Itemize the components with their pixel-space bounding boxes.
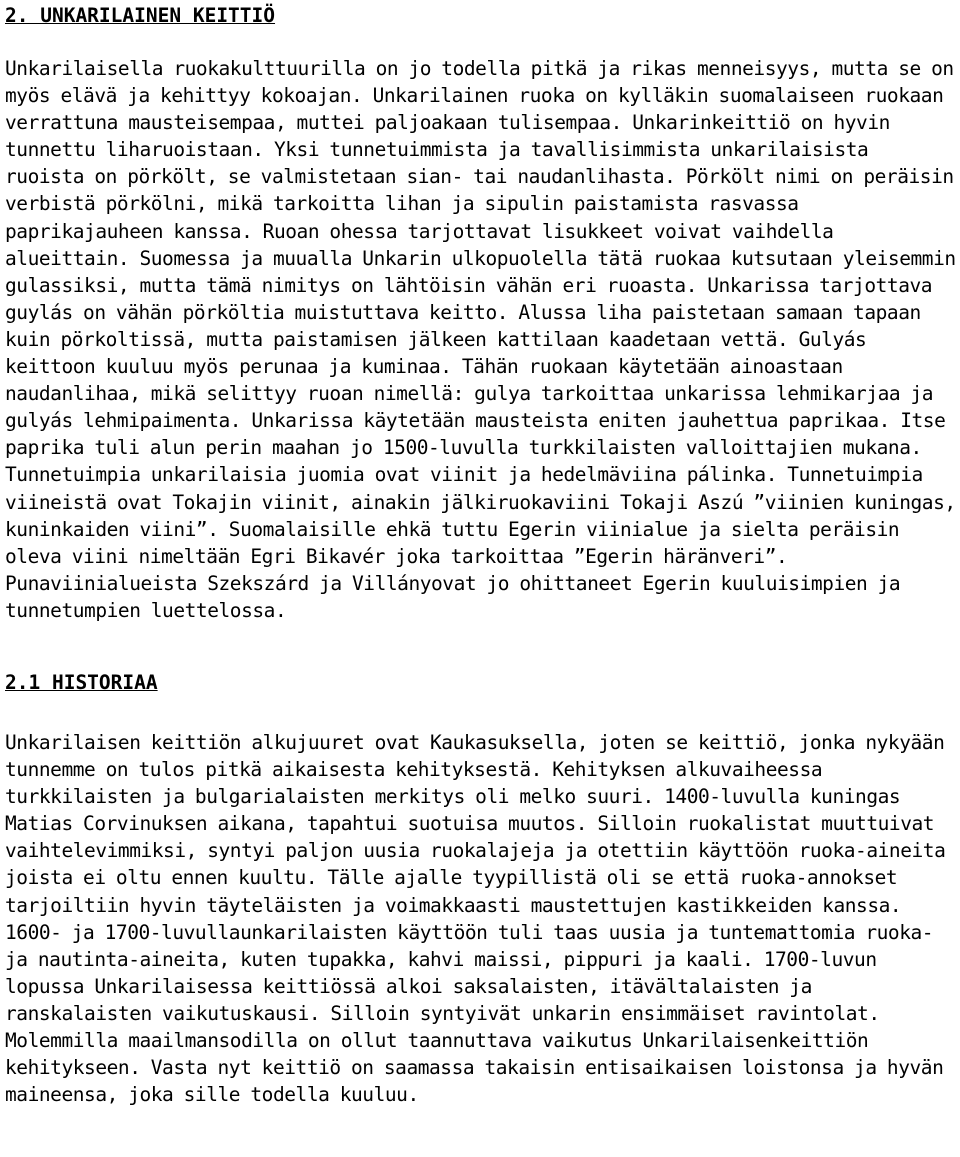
section-heading-historiaa: 2.1 HISTORIAA [5,670,158,694]
intro-paragraph: Unkarilaisella ruokakulttuurilla on jo todella pitkä ja rikas menneisyys, mutta se on myös elävä ja kehittyy kokoajan. Unkarilainen ruoka on kylläkin suomalaiseen ruokaan verrattuna mausteisempaa, muttei paljoakaan tulisempaa. Unkarinkeittiö on hyvin tunnettu liharuoistaan. Yksi tunnetuimmista ja tavallisimmista unkarilaisista ruoista on pörkölt, se valmistetaan sian- tai naudanlihasta. Pörkölt nimi on peräisin verbistä pörkölni, mikä tarkoitta lihan ja sipulin paistamista rasvassa paprikajauheen kanssa. Ruoan ohessa tarjottavat lisukkeet voivat vaihdella alueittain. Suomessa ja muualla Unkarin ulkopuolella tätä ruokaa kutsutaan yleisemmin gulassiksi, mutta tämä nimitys on lähtöisin vähän eri ruoasta. Unkarissa tarjottava guylás on vähän pörköltia muistuttava keitto. Alussa liha paistetaan samaan tapaan kuin pörkoltissä, mutta paistamisen jälkeen kattilaan kaadetaan vettä. Gulyás keittoon kuuluu myös perunaa ja kuminaa. Tähän ruokaan käytetään ainoastaan naudanlihaa, mikä selittyy ruoan nimellä: gulya tarkoittaa unkarissa lehmikarjaa ja gulyás lehmipaimenta. Unkarissa käytetään mausteista eniten jauhettua paprikaa. Itse paprika tuli alun perin maahan jo 1500-luvulla turkkilaisten valloittajien mukana. Tunnetuimpia unkarilaisia juomia ovat viinit ja hedelmäviina pálinka. Tunnetuimpia viineistä ovat Tokajin viinit, ainakin jälkiruokaviini Tokaji Aszú ”viinien kuningas, kuninkaiden viini”. Suomalaisille ehkä tuttu Egerin viinialue ja sielta peräisin oleva viini nimeltään Egri Bikavér joka tarkoittaa ”Egerin häränveri”. Punaviinialueista Szekszárd ja Villányovat jo ohittaneet Egerin kuuluisimpien ja tunnetumpien luettelossa. [5,57,956,622]
document-page [5,0,957,1108]
history-paragraph: Unkarilaisen keittiön alkujuuret ovat Kaukasuksella, joten se keittiö, jonka nykyään tunnemme on tulos pitkä aikaisesta kehityksestä. Kehityksen alkuvaiheessa turkkilaisten ja bulgarialaisten merkitys oli melko suuri. 1400-luvulla kuningas Matias Corvinuksen aikana, tapahtui suotuisa muutos. Silloin ruokalistat muuttuivat vaihtelevimmiksi, syntyi paljon uusia ruokalajeja ja otettiin käyttöön ruoka-aineita joista ei oltu ennen kuultu. Tälle ajalle tyypillistä oli se että ruoka-annokset tarjoiltiin hyvin täyteläisten ja voimakkaasti maustettujen kastikkeiden kanssa. 1600- ja 1700-luvullaunkarilaisten käyttöön tuli taas uusia ja tuntemattomia ruoka- ja nautinta-aineita, kuten tupakka, kahvi maissi, pippuri ja kaali. 1700-luvun lopussa Unkarilaisessa keittiössä alkoi saksalaisten, itävältalaisten ja ranskalaisten vaikutuskausi. Silloin syntyivät unkarin ensimmäiset ravintolat. Molemmilla maailmansodilla on ollut taannuttava vaikutus Unkarilaisenkeittiön kehitykseen. Vasta nyt keittiö on saamassa takaisin entisaikaisen loistonsa ja hyvän maineensa, joka sille todella kuuluu. [5,730,946,1107]
section-heading-unkarilainen-keittio: 2. UNKARILAINEN KEITTIÖ [5,4,276,27]
